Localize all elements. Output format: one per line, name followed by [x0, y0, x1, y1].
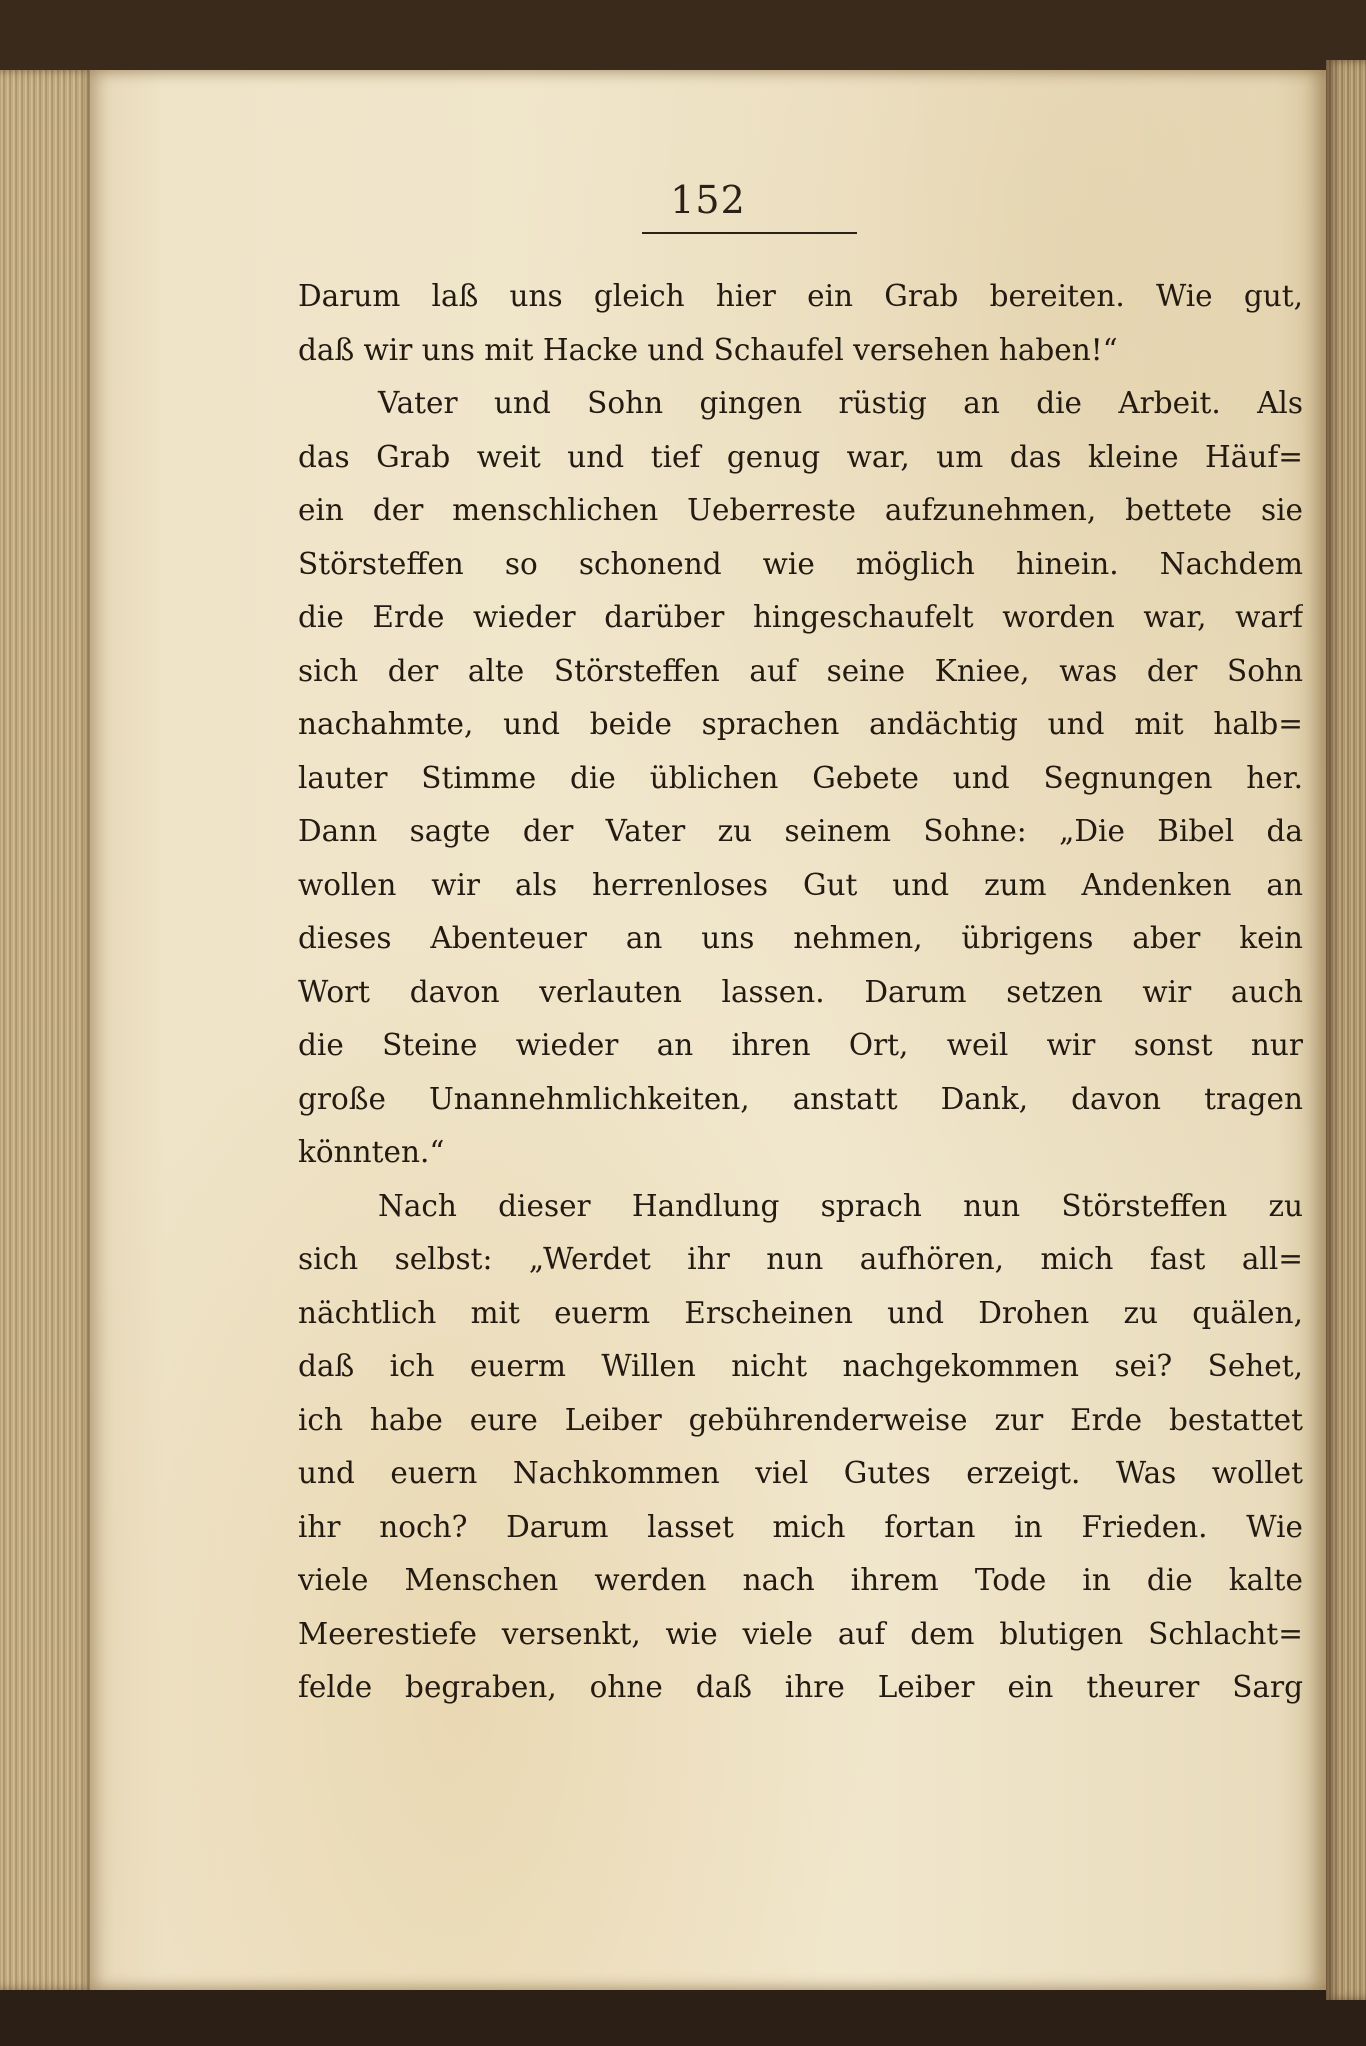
page-edges-right: [1326, 60, 1366, 2000]
text-line: Wort davon verlauten lassen. Darum setzen wir auch: [298, 974, 1303, 1009]
text-line: sich der alte Störsteffen auf seine Kniee, was der Sohn: [298, 653, 1303, 688]
page-number: 152: [670, 178, 746, 222]
text-line: ich habe eure Leiber gebührenderweise zur Erde bestattet: [298, 1402, 1303, 1437]
text-line: ein der menschlichen Ueberreste aufzunehmen, bettete sie: [298, 493, 1303, 527]
book-page: [90, 70, 1326, 1990]
page-edges-left: [0, 70, 95, 1990]
text-line: die Erde wieder darüber hingeschaufelt worden war, warf: [298, 600, 1303, 634]
body-text: [298, 270, 1303, 1715]
text-line: die Steine wieder an ihren Ort, weil wir sonst nur: [298, 1028, 1303, 1062]
text-line: daß ich euerm Willen nicht nachgekommen sei? Sehet,: [298, 1349, 1303, 1383]
text-line: dieses Abenteuer an uns nehmen, übrigens aber kein: [298, 921, 1303, 955]
text-line: könnten.“: [298, 1135, 445, 1169]
text-line: wollen wir als herrenloses Gut und zum Andenken an: [298, 867, 1303, 902]
text-line: ihr noch? Darum lasset mich fortan in Frieden. Wie: [298, 1509, 1303, 1544]
text-line: das Grab weit und tief genug war, um das kleine Häuf=: [298, 439, 1303, 474]
text-line: viele Menschen werden nach ihrem Tode in die kalte: [298, 1563, 1303, 1597]
text-line: felde begraben, ohne daß ihre Leiber ein theurer Sarg: [298, 1670, 1303, 1704]
text-line: und euern Nachkommen viel Gutes erzeigt. Was wollet: [298, 1456, 1303, 1490]
text-line: Störsteffen so schonend wie möglich hinein. Nachdem: [298, 546, 1303, 581]
text-line: Nach dieser Handlung sprach nun Störsteffen zu: [378, 1188, 1303, 1223]
text-line: lauter Stimme die üblichen Gebete und Segnungen her.: [298, 760, 1303, 795]
text-line: sich selbst: „Werdet ihr nun aufhören, mich fast all=: [298, 1242, 1303, 1276]
text-line: nächtlich mit euerm Erscheinen und Drohen zu quälen,: [298, 1295, 1303, 1330]
text-line: große Unannehmlichkeiten, anstatt Dank, davon tragen: [298, 1081, 1303, 1116]
text-line: daß wir uns mit Hacke und Schaufel versehen haben!“: [298, 332, 1118, 367]
text-line: nachahmte, und beide sprachen andächtig und mit halb=: [298, 707, 1303, 741]
text-line: Meerestiefe versenkt, wie viele auf dem blutigen Schlacht=: [298, 1616, 1303, 1651]
text-line: Vater und Sohn gingen rüstig an die Arbeit. Als: [378, 386, 1303, 420]
text-line: Dann sagte der Vater zu seinem Sohne: „Die Bibel da: [298, 814, 1303, 848]
header-rule: [642, 232, 857, 234]
text-line: Darum laß uns gleich hier ein Grab bereiten. Wie gut,: [298, 279, 1303, 313]
